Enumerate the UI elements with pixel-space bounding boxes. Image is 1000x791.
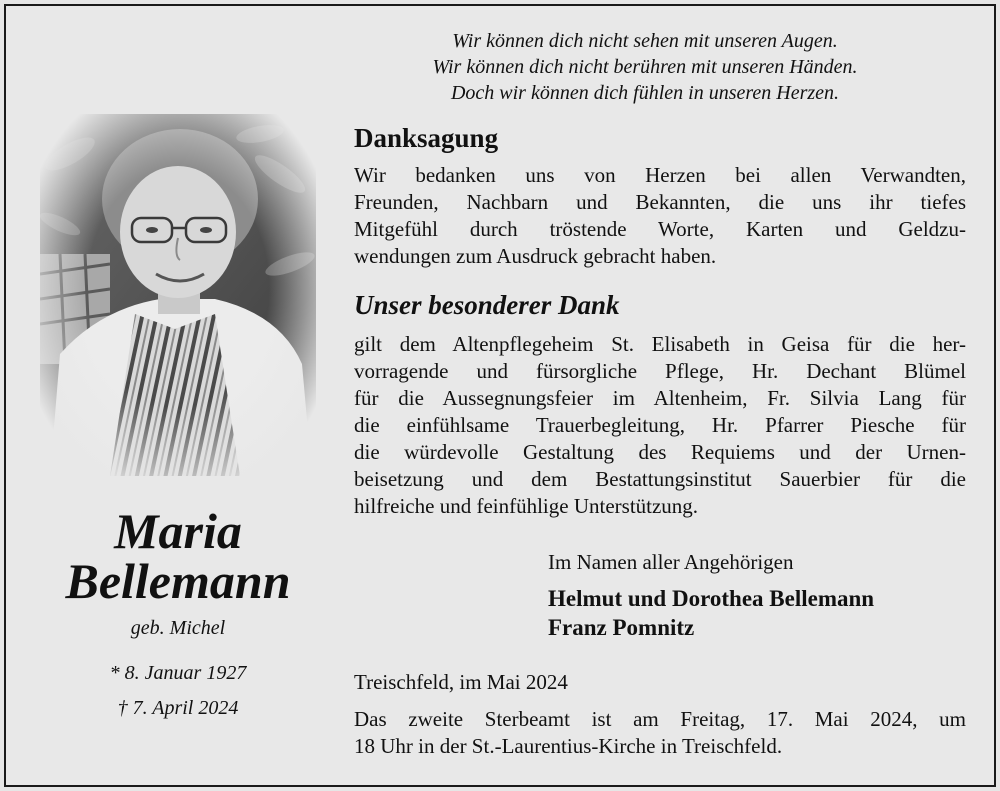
signature-name: Helmut und Dorothea Bellemann bbox=[548, 586, 875, 611]
text-line: die würdevolle Gestaltung des Requiems und der Urnen- bbox=[354, 440, 966, 464]
text-line: Das zweite Sterbeamt ist am Freitag, 17. Mai 2024, um bbox=[354, 707, 966, 731]
death-date: † 7. April 2024 bbox=[117, 697, 239, 719]
thanks-heading: Danksagung bbox=[354, 123, 499, 153]
poem-line: Wir können dich nicht sehen mit unseren Augen. bbox=[452, 30, 838, 52]
service-text bbox=[354, 706, 966, 760]
poem-line: Doch wir können dich fühlen in unseren Herzen. bbox=[450, 82, 840, 104]
text-line: die einfühlsame Trauerbegleitung, Hr. Pfarrer Piesche für bbox=[354, 413, 966, 437]
poem bbox=[345, 28, 945, 106]
special-thanks-text bbox=[354, 331, 966, 520]
portrait-image bbox=[40, 114, 316, 476]
deceased-first-name: Maria bbox=[114, 503, 242, 559]
text-line: beisetzung und dem Bestattungsinstitut Sauerbier für die bbox=[354, 467, 966, 491]
signature-name: Franz Pomnitz bbox=[548, 615, 695, 640]
text-line: Freunden, Nachbarn und Bekannten, die uns ihr tiefes bbox=[354, 190, 966, 214]
portrait-photo bbox=[40, 114, 316, 476]
text-line: hilfreiche und feinfühlige Unterstützung. bbox=[354, 494, 699, 518]
birth-name: geb. Michel bbox=[130, 617, 226, 639]
text-line: vorragende und fürsorgliche Pflege, Hr. Dechant Blümel bbox=[354, 359, 966, 383]
text-line: 18 Uhr in der St.-Laurentius-Kirche in Treischfeld. bbox=[354, 734, 783, 758]
text-line: für die Aussegnungsfeier im Altenheim, Fr. Silvia Lang für bbox=[354, 386, 966, 410]
special-thanks-heading: Unser besonderer Dank bbox=[354, 290, 620, 320]
text-line: gilt dem Altenpflegeheim St. Elisabeth in Geisa für die her- bbox=[354, 332, 966, 356]
text-line: wendungen zum Ausdruck gebracht haben. bbox=[354, 244, 717, 268]
signature-intro: Im Namen aller Angehörigen bbox=[548, 550, 794, 574]
text-line: Wir bedanken uns von Herzen bei allen Verwandten, bbox=[354, 163, 966, 187]
deceased-last-name: Bellemann bbox=[65, 553, 291, 609]
thanks-text bbox=[354, 162, 966, 270]
place-date: Treischfeld, im Mai 2024 bbox=[354, 670, 568, 694]
birth-date: * 8. Januar 1927 bbox=[109, 662, 247, 684]
poem-line: Wir können dich nicht berühren mit unseren Händen. bbox=[432, 56, 858, 78]
text-line: Mitgefühl durch tröstende Worte, Karten und Geldzu- bbox=[354, 217, 966, 241]
